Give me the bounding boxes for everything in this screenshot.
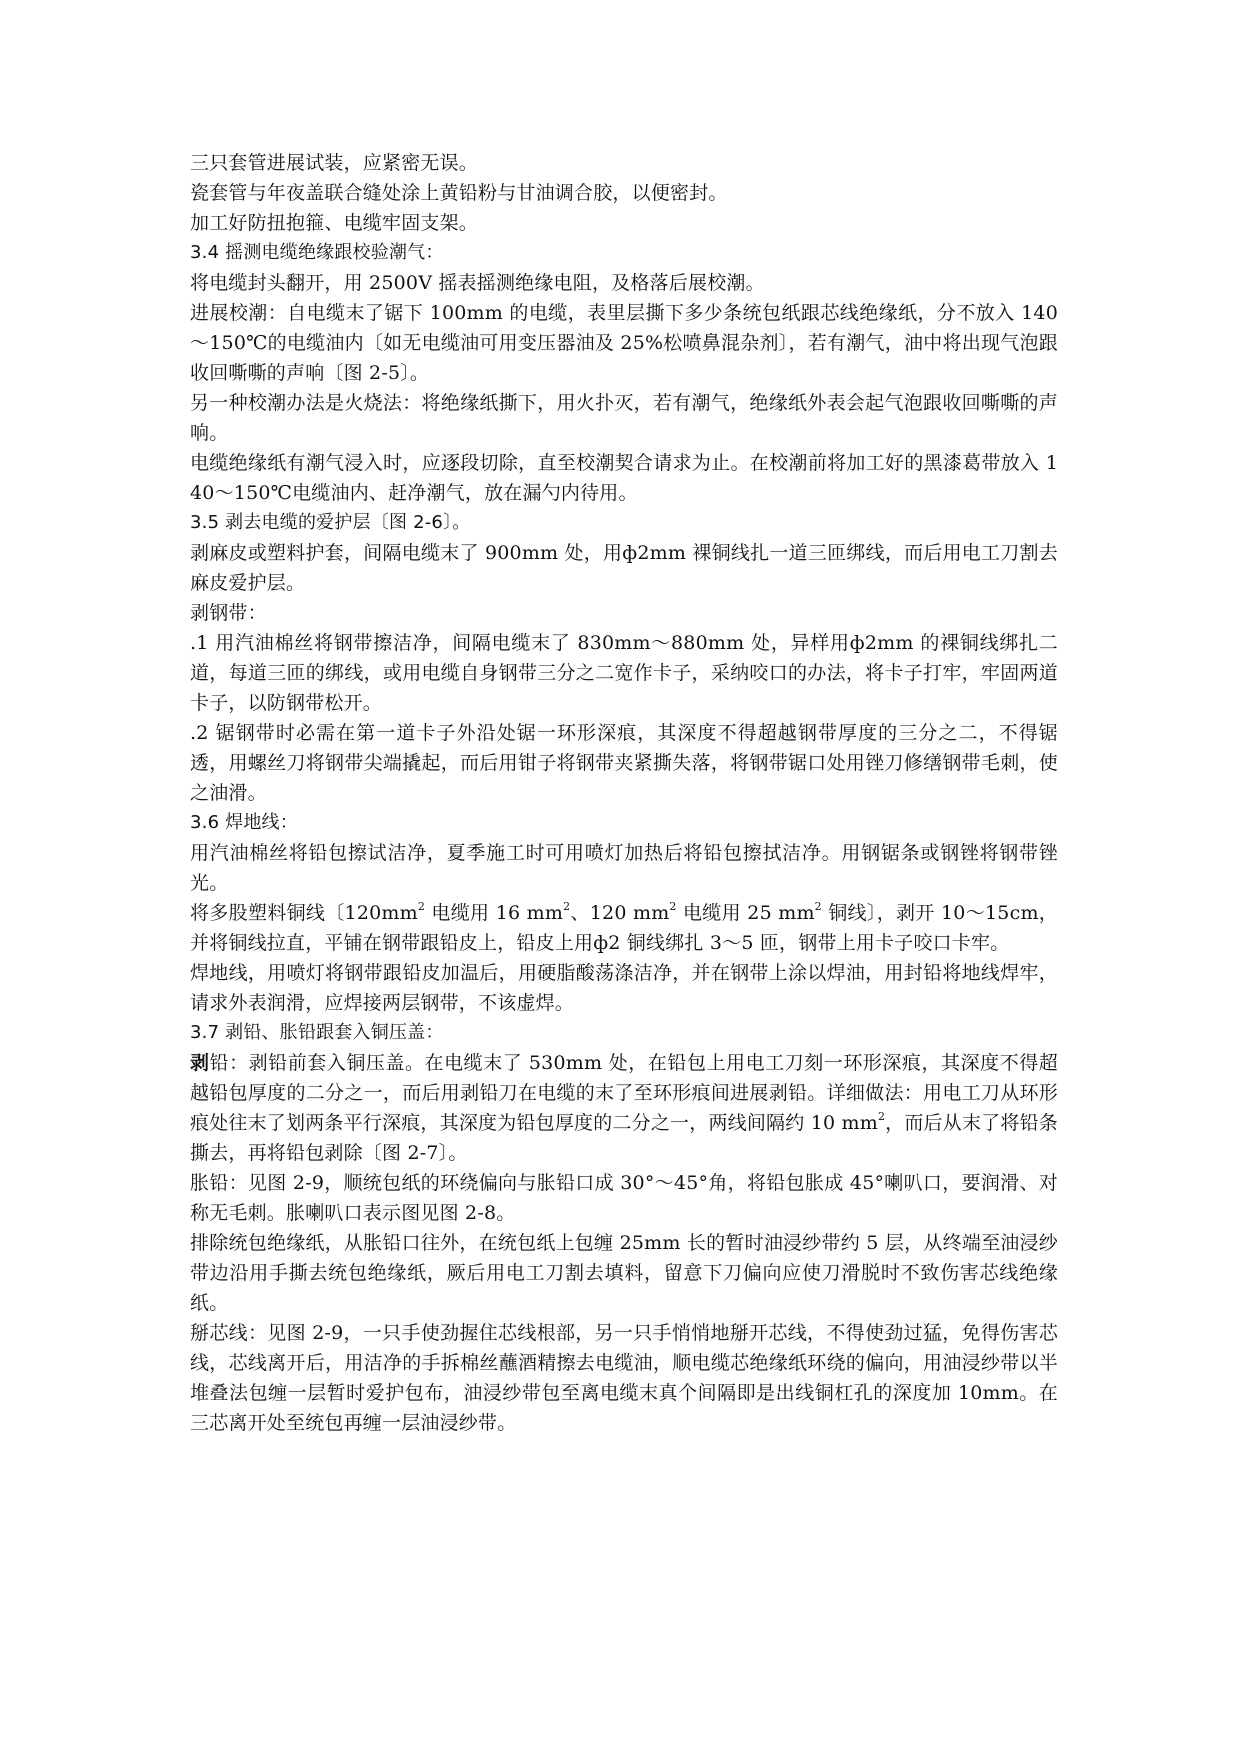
paragraph-strip-lead — [190, 1048, 1058, 1168]
section-heading-3-7: 3.7 剥铅、胀铅跟套入铜压盖： — [190, 1022, 444, 1043]
superscript: 2 — [417, 899, 426, 913]
paragraph-steel-tape-step-1: .1 用汽油棉丝将钢带擦洁净，间隔电缆末了 830mm～880mm 处，异样用ф2mm 的裸铜线绑扎二道，每道三匝的绑线，或用电缆自身钢带三分之二宽作卡子，采纳咬口的办法，将卡子打牢，牢固两道卡子，以防钢带松开。 — [190, 632, 1058, 714]
superscript: 2 — [669, 899, 677, 913]
section-heading-3-5: 3.5 剥去电缆的爱护层〔图 2-6〕。 — [190, 512, 471, 533]
paragraph-moisture-check-fire: 另一种校潮办法是火烧法：将绝缘纸撕下，用火扑灭，若有潮气，绝缘纸外表会起气泡跟收回嘶嘶的声响。 — [190, 392, 1058, 444]
text-run: 、120 mm — [570, 902, 670, 924]
paragraph-bushing-seal: 瓷套管与年夜盖联合缝处涂上黄铅粉与甘油调合胶，以便密封。 — [190, 182, 728, 204]
superscript: 2 — [877, 1109, 886, 1123]
paragraph-flare-lead: 胀铅：见图 2-9，顺统包纸的环绕偏向与胀铅口成 30°～45°角，将铅包胀成 45°喇叭口，要润滑、对称无毛刺。胀喇叭口表示图见图 2-8。 — [190, 1172, 1058, 1224]
text-run-lead: 剥 — [190, 1052, 210, 1074]
section-heading-3-4: 3.4 摇测电缆绝缘跟校验潮气： — [190, 242, 444, 263]
superscript: 2 — [563, 899, 571, 913]
paragraph-moisture-removal: 电缆绝缘纸有潮气浸入时，应逐段切除，直至校潮契合请求为止。在校潮前将加工好的黑漆葛带放入 140～150℃电缆油内、赶净潮气，放在漏勺内待用。 — [190, 452, 1058, 504]
text-run: 电缆用 25 mm — [676, 902, 815, 924]
document-body — [190, 148, 1058, 1438]
paragraph-solder-ground-wire: 焊地线，用喷灯将钢带跟铅皮加温后，用硬脂酸荡涤洁净，并在钢带上涂以焊油，用封铅将地线焊牢，请求外表润滑，应焊接两层钢带，不该虚焊。 — [190, 962, 1058, 1014]
text-run: ，而后从末了将铅条撕去，再将铅包剥除〔图 2-7〕。 — [190, 1112, 1058, 1164]
subheading-strip-steel-tape: 剥钢带： — [190, 602, 267, 624]
paragraph-insulation-test: 将电缆封头翻开，用 2500V 摇表摇测绝缘电阻，及格落后展校潮。 — [190, 272, 765, 294]
paragraph-bushing-trial-fit: 三只套管进展试装，应紧密无误。 — [190, 152, 479, 174]
paragraph-ground-wire-spec — [190, 898, 1058, 958]
paragraph-clean-lead-sheath: 用汽油棉丝将铅包擦试洁净，夏季施工时可用喷灯加热后将铅包擦拭洁净。用钢锯条或钢锉将钢带锉光。 — [190, 842, 1058, 894]
paragraph-steel-tape-step-2: .2 锯钢带时必需在第一道卡子外沿处锯一环形深痕，其深度不得超越钢带厚度的三分之二，不得锯透，用螺丝刀将钢带尖端撬起，而后用钳子将钢带夹紧撕失落，将钢带锯口处用锉刀修缮钢带毛刺，使之油滑。 — [190, 722, 1058, 804]
superscript: 2 — [814, 899, 822, 913]
text-run: 铜线〕，剥开 10～15cm，并将铜线拉直，平铺在钢带跟铅皮上，铅皮上用ф2 铜线绑扎 3～5 匝，钢带上用卡子咬口卡牢。 — [190, 902, 1058, 954]
text-run: 电缆用 16 mm — [425, 902, 564, 924]
text-run: 铅：剥铅前套入铜压盖。在电缆末了 530mm 处，在铅包上用电工刀刻一环形深痕，其深度不得超越铅包厚度的二分之一，而后用剥铅刀在电缆的末了至环形痕间进展剥铅。详细做法：用电工刀从环形痕处往末了划两条平行深痕，其深度为铅包厚度的二分之一，两线间隔约 10 mm — [190, 1052, 1058, 1134]
paragraph-separate-cores: 掰芯线：见图 2-9，一只手使劲握住芯线根部，另一只手悄悄地掰开芯线，不得使劲过猛，免得伤害芯线，芯线离开后，用洁净的手拆棉丝蘸酒精擦去电缆油，顺电缆芯绝缘纸环绕的偏向，用油浸纱带以半堆叠法包缠一层暂时爱护包布，油浸纱带包至离电缆末真个间隔即是出线铜杠孔的深度加 10mm。在三芯离开处至统包再缠一层油浸纱带。 — [190, 1322, 1058, 1434]
paragraph-remove-belt-insulation: 排除统包绝缘纸，从胀铅口往外，在统包纸上包缠 25mm 长的暂时油浸纱带约 5 层，从终端至油浸纱带边沿用手撕去统包绝缘纸，厥后用电工刀割去填料，留意下刀偏向应使刀滑脱时不致伤害芯线绝缘纸。 — [190, 1232, 1058, 1314]
paragraph-support-bracket: 加工好防扭抱箍、电缆牢固支架。 — [190, 212, 479, 234]
paragraph-moisture-check-oil: 进展校潮：自电缆末了锯下 100mm 的电缆，表里层撕下多少条统包纸跟芯线绝缘纸，分不放入 140～150℃的电缆油内〔如无电缆油可用变压器油及 25%松喷鼻混杂剂〕，若有潮气，油中将出现气泡跟收回嘶嘶的声响〔图 2-5〕。 — [190, 302, 1058, 384]
text-run: 将多股塑料铜线〔120mm — [190, 902, 418, 924]
section-heading-3-6: 3.6 焊地线： — [190, 812, 298, 833]
paragraph-strip-jacket: 剥麻皮或塑料护套，间隔电缆末了 900mm 处，用ф2mm 裸铜线扎一道三匝绑线，而后用电工刀割去麻皮爱护层。 — [190, 542, 1058, 594]
